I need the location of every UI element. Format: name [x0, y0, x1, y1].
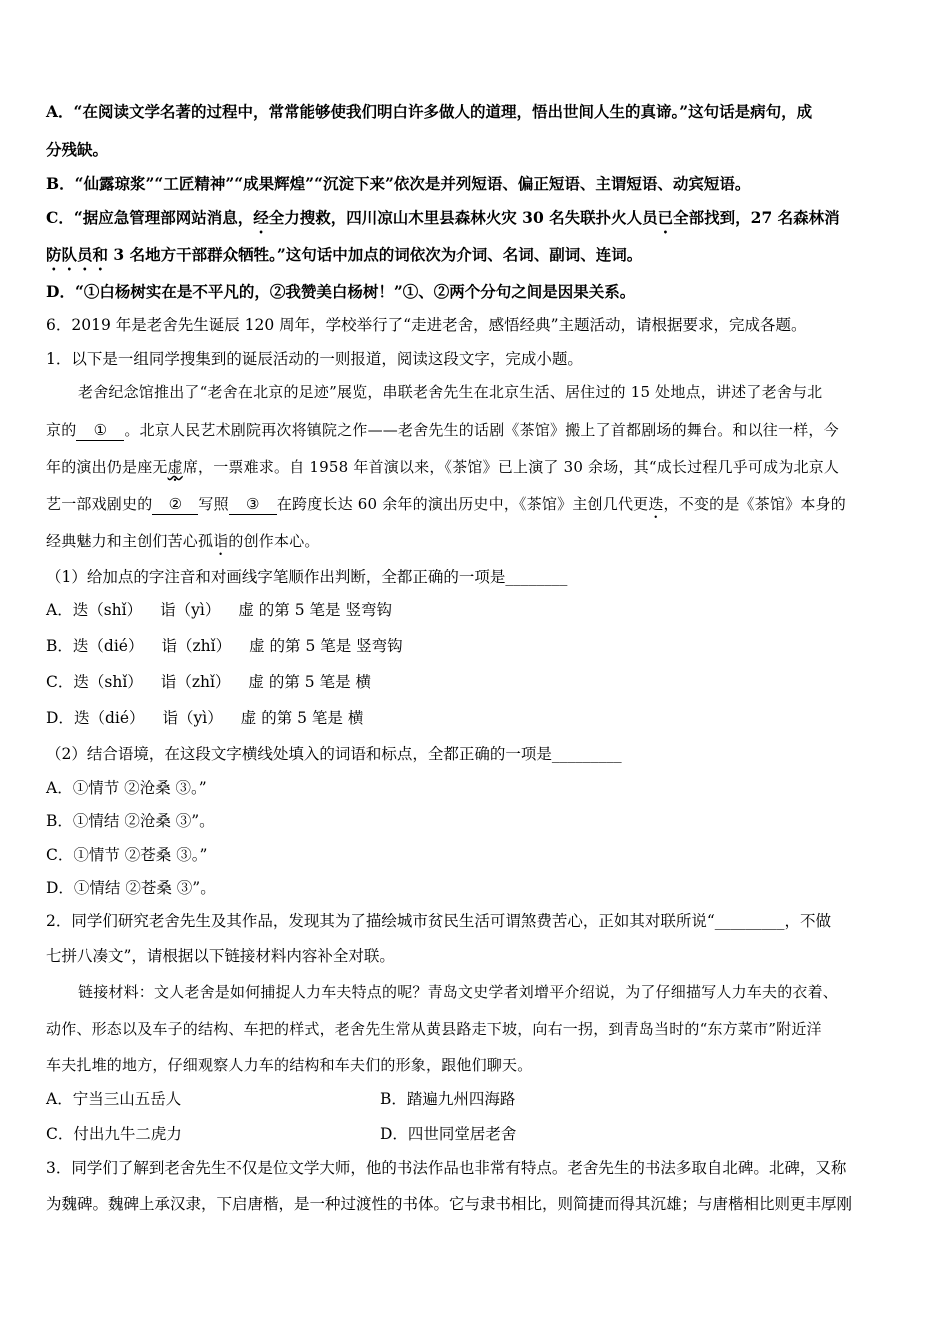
passage-line-5	[46, 531, 320, 559]
q6-sub3-line1: 3．同学们了解到老舍先生不仅是位文学大师，他的书法作品也非常有特点。老舍先生的书法多取自北碑。北碑，又称	[46, 1159, 847, 1177]
text-segment: 3 名地方干部群众牺牲。”这句话中加点的词依次为介词、名词、副词、连词。	[108, 245, 643, 264]
char: 迭	[73, 709, 90, 727]
option-label: B．	[46, 637, 73, 655]
q6-2-option-d: D．①情结 ②苍桑 ③”。	[46, 879, 216, 897]
char: 诣	[160, 673, 177, 691]
text-segment: 在跨度长达 60 余年的演出历史中，《茶馆》主创几代更	[276, 495, 649, 513]
char: 虚	[240, 709, 257, 727]
q6-2-option-a: A．①情节 ②沧桑 ③。”	[46, 779, 207, 797]
pinyin: （dié）	[88, 637, 144, 655]
text-segment: 的创作本心。	[228, 532, 320, 550]
stroke-answer: 的第 5 笔是 横	[256, 709, 364, 727]
q6-sub2-option-c: C．付出九牛二虎力	[46, 1125, 182, 1143]
passage-line-4	[46, 494, 846, 522]
text-segment: 席，一票难求。自 1958 年首演以来，《茶馆》已上演了 30 余场，其“成长过程几乎可成为北京人	[182, 458, 840, 476]
char: 迭	[72, 601, 89, 619]
text-segment: 。北京人民艺术剧院再次将镇院之作——老舍先生的话剧《茶馆》搬上了首都剧场的舞台。和以往一样，今	[124, 421, 839, 439]
passage-line-3	[46, 457, 839, 485]
link-material-line1: 链接材料：文人老舍是如何捕捉人力车夫特点的呢？青岛文史学者刘增平介绍说，为了仔细描写人力车夫的衣着、	[78, 983, 839, 1001]
dotted-word: 已	[657, 208, 674, 227]
link-material-line3: 车夫扎堆的地方，仔细观察人力车的结构和车夫们的形象，跟他们聊天。	[46, 1056, 533, 1074]
blank-2: ②	[152, 494, 198, 515]
pinyin: （dié）	[89, 709, 145, 727]
q6-1-option-a	[46, 600, 392, 620]
q6-sub3-line2: 为魏碑。魏碑上承汉隶，下启唐楷，是一种过渡性的书体。它与隶书相比，则简捷而得其沉雄；与唐楷相比则更丰厚刚	[46, 1195, 853, 1213]
pinyin: （shǐ）	[88, 673, 143, 691]
q6-sub2-option-a: A．宁当三山五岳人	[46, 1090, 182, 1108]
blank-1: ①	[76, 420, 124, 441]
q6-2-stem: （2）结合语境，在这段文字横线处填入的词语和标点，全都正确的一项是_________	[46, 745, 622, 763]
text-segment: 全部找到，27 名森林消	[673, 208, 840, 227]
char: 迭	[73, 673, 89, 691]
char: 虚	[248, 673, 264, 691]
stroke-answer: 的第 5 笔是 竖弯钩	[253, 601, 392, 619]
char: 迭	[72, 637, 89, 655]
q5-option-c-line2	[46, 245, 642, 274]
underlined-char: 虚	[167, 458, 183, 476]
q6-sub2-line1: 2．同学们研究老舍先生及其作品，发现其为了描绘城市贫民生活可谓煞费苦心，正如其对联所说“_________，不做	[46, 912, 832, 930]
stroke-answer: 的第 5 笔是 竖弯钩	[264, 637, 403, 655]
stroke-answer: 的第 5 笔是 横	[263, 673, 372, 691]
dotted-word: 经	[253, 208, 269, 227]
q5-option-a-line2: 分残缺。	[46, 140, 109, 159]
char: 诣	[161, 637, 177, 655]
q5-option-a-line1: A．“在阅读文学名著的过程中，常常能够使我们明白许多做人的道理，悟出世间人生的真谛。”这句话是病句，成	[46, 102, 813, 121]
q6-1-option-d	[46, 708, 363, 728]
q6-2-option-c: C．①情节 ②苍桑 ③。”	[46, 846, 208, 864]
text-segment: C．“据应急管理部网站消息，	[46, 208, 254, 227]
q6-1-stem: （1）给加点的字注音和对画线字笔顺作出判断，全都正确的一项是________	[46, 568, 568, 586]
dotted-word: 防队员	[46, 245, 93, 264]
pinyin: （shǐ）	[88, 601, 143, 619]
passage-line-2	[46, 420, 839, 441]
q6-intro: 6．2019 年是老舍先生诞辰 120 周年，学校举行了“走进老舍，感悟经典”主题活动，请根据要求，完成各题。	[46, 316, 807, 334]
q5-option-b: B．“仙露琼浆”“工匠精神”“成果辉煌”“沉淀下来”依次是并列短语、偏正短语、主谓短语、动宾短语。	[46, 174, 751, 193]
q6-1-option-c	[46, 672, 371, 692]
text-segment: 京的	[46, 421, 77, 439]
passage-line-1: 老舍纪念馆推出了“老舍在北京的足迹”展览，串联老舍先生在北京生活、居住过的 15 处地点，讲述了老舍与北	[78, 383, 823, 401]
pinyin: （zhǐ）	[176, 673, 231, 691]
pinyin: （yì）	[175, 601, 221, 619]
text-segment: 写照	[198, 495, 229, 513]
q6-sub2-option-d: D．四世同堂居老舍	[380, 1125, 517, 1143]
text-segment: 经典魅力和主创们苦心孤	[46, 532, 214, 550]
q6-2-option-b: B．①情结 ②沧桑 ③”。	[46, 812, 215, 830]
pinyin: （yì）	[178, 709, 223, 727]
text-segment: 全力搜救，四川凉山木里县森林火灾 30 名失联扑火人员	[268, 208, 658, 227]
q6-1-option-b	[46, 636, 403, 656]
q6-sub2-line2: 七拼八凑文”，请根据以下链接材料内容补全对联。	[46, 947, 395, 965]
text-segment: 艺一部戏剧史的	[46, 495, 153, 513]
link-material-line2: 动作、形态以及车子的结构、车把的样式，老舍先生常从黄县路走下坡，向右一拐，到青岛当时的“东方菜市”附近洋	[46, 1020, 822, 1038]
q5-option-d: D．“①白杨树实在是不平凡的，②我赞美白杨树！”①、②两个分句之间是因果关系。	[46, 282, 636, 301]
option-label: C．	[46, 673, 74, 691]
text-segment: 年的演出仍是座无	[46, 458, 168, 476]
q5-option-c-line1	[46, 208, 840, 237]
dotted-word: 和	[92, 245, 109, 264]
q6-sub1-title: 1．以下是一组同学搜集到的诞辰活动的一则报道，阅读这段文字，完成小题。	[46, 350, 583, 368]
char: 诣	[160, 601, 176, 619]
char: 虚	[249, 637, 265, 655]
dotted-char: 迭	[648, 495, 664, 513]
blank-3: ③	[229, 494, 277, 515]
q6-sub2-option-b: B．踏遍九州四海路	[380, 1090, 516, 1108]
text-segment: ，不变的是《茶馆》本身的	[663, 495, 846, 513]
pinyin: （zhǐ）	[176, 637, 232, 655]
option-label: D．	[46, 709, 74, 727]
dotted-char: 诣	[213, 532, 229, 550]
char: 诣	[162, 709, 179, 727]
option-label: A．	[46, 601, 73, 619]
char: 虚	[238, 601, 254, 619]
